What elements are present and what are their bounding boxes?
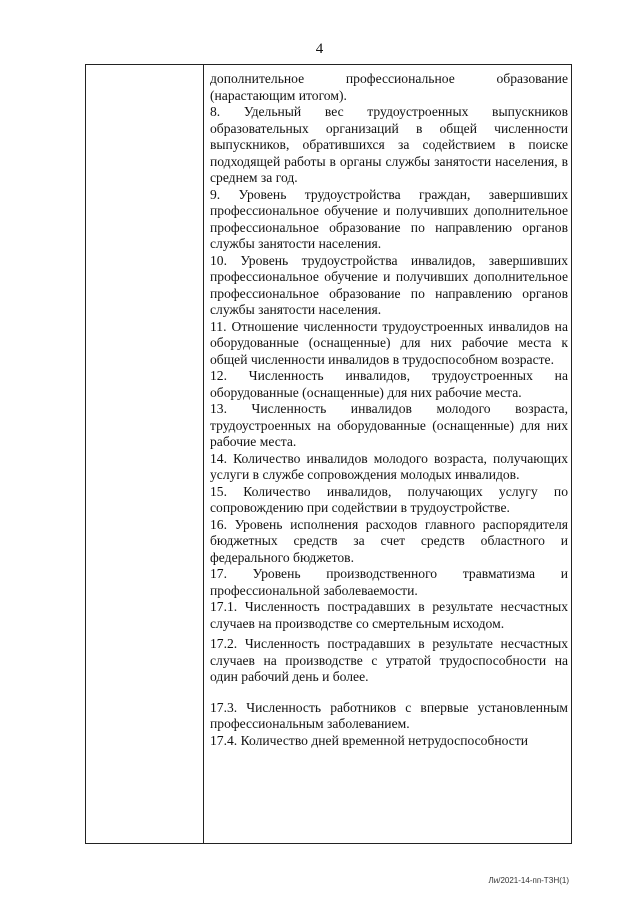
indicator-17: 17. Уровень производственного травматизма и профессиональной заболеваемости. <box>210 566 568 598</box>
indicator-17-4: 17.4. Количество дней временной нетрудоспособности <box>210 732 529 748</box>
indicator-10: 10. Уровень трудоустройства инвалидов, завершивших профессиональное обучение и получивших дополнительное профессиональное образование по направлению органов службы занятости населения. <box>210 252 568 317</box>
indicator-16: 16. Уровень исполнения расходов главного распорядителя бюджетных средств за счет средств областного и федерального бюджетов. <box>210 516 568 565</box>
indicator-17-1: 17.1. Численность пострадавших в результате несчастных случаев на производстве со смертельным исходом. <box>210 599 568 631</box>
document-table <box>85 64 572 844</box>
indicator-17-3: 17.3. Численность работников с впервые установленным профессиональным заболеванием. <box>210 699 568 731</box>
indicator-text: дополнительное профессиональное образование (нарастающим итогом). <box>210 71 568 103</box>
indicator-14: 14. Количество инвалидов молодого возраста, получающих услуги в службе сопровождения молодых инвалидов. <box>210 450 568 482</box>
indicator-13: 13. Численность инвалидов молодого возраста, трудоустроенных на оборудованные (оснащенные) для них рабочие места. <box>210 401 568 449</box>
indicator-12: 12. Численность инвалидов, трудоустроенных на оборудованные (оснащенные) для них рабочие места. <box>210 368 568 400</box>
indicator-17-2: 17.2. Численность пострадавших в результате несчастных случаев на производстве с утратой трудоспособности на один рабочий день и более. <box>210 636 568 684</box>
indicator-15: 15. Количество инвалидов, получающих услугу по сопровождению при содействии в трудоустройстве. <box>210 483 568 515</box>
page-number: 4 <box>315 41 324 57</box>
table-left-cell <box>86 65 204 843</box>
indicator-9: 9. Уровень трудоустройства граждан, завершивших профессиональное обучение и получивших дополнительное профессиональное образование по направлению органов службы занятости населения. <box>210 186 568 251</box>
document-code: Ли/2021-14-пп-ТЗН(1) <box>488 876 569 885</box>
indicator-8: 8. Удельный вес трудоустроенных выпускников образовательных организаций в общей численности выпускников, обратившихся за содействием в поиске подходящей работы в органы службы занятости населения, в среднем за год. <box>210 104 568 185</box>
table-right-cell <box>204 65 571 843</box>
indicator-11: 11. Отношение численности трудоустроенных инвалидов на оборудованные (оснащенные) для них рабочие места к общей численности инвалидов в трудоспособном возрасте. <box>210 318 568 367</box>
